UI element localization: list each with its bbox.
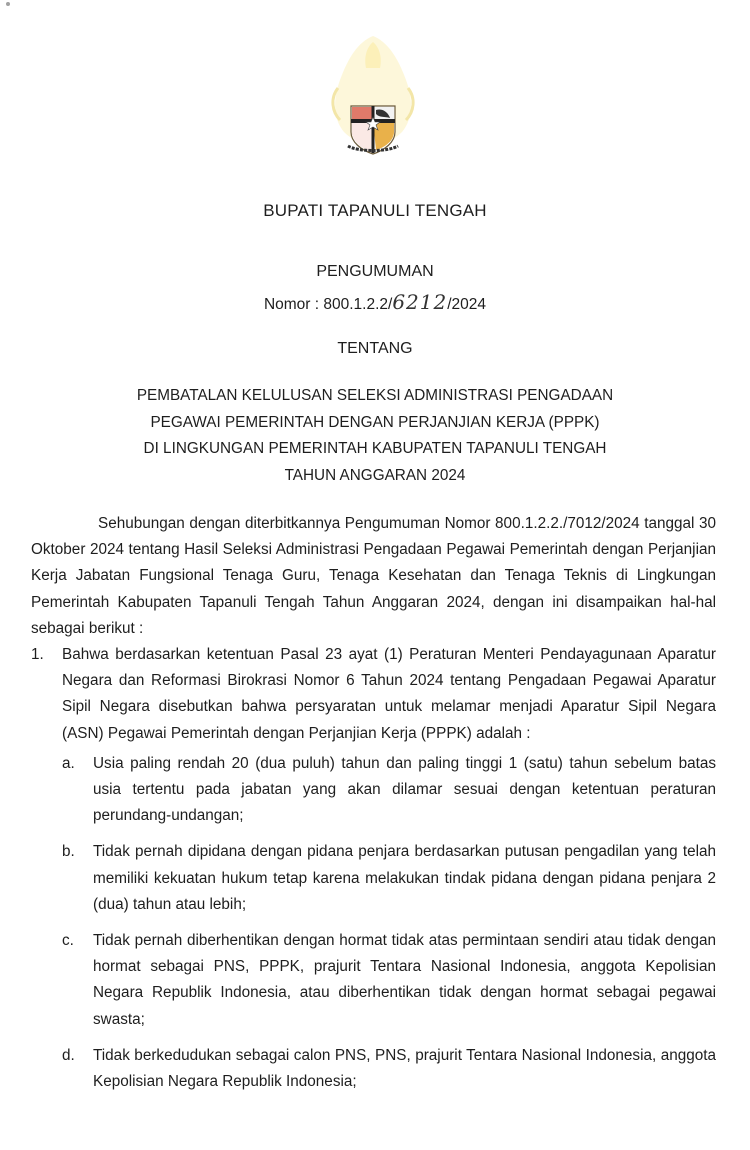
garuda-emblem-icon [318, 28, 428, 156]
intro-text: Sehubungan dengan diterbitkannya Pengumuman Nomor 800.1.2.2./7012/2024 tanggal 30 Oktober 2024 tentang Hasil Seleksi Administrasi Pengadaan Pegawai Pemerintah dengan Perjanjian Kerja Jabatan Fungsional Tenaga Guru, Tenaga Kesehatan dan Tenaga Teknis di Lingkungan Pemerintah Kabupaten Tapanuli Tengah Tahun Anggaran 2024, dengan ini disampaikan hal-hal sebagai berikut : [31, 515, 716, 637]
intro-paragraph [31, 511, 716, 642]
subpoint-letter: a. [62, 754, 75, 772]
point-item [31, 642, 716, 1095]
issuer-title: BUPATI TAPANULI TENGAH [263, 201, 487, 220]
subpoint-letter: c. [62, 932, 74, 950]
subject-line: TAHUN ANGGARAN 2024 [284, 466, 466, 484]
subpoint-text: Tidak pernah dipidana dengan pidana penjara berdasarkan putusan pengadilan yang telah memiliki kekuatan hukum tetap karena melakukan tindak pidana dengan pidana penjara 2 (dua) tahun atau lebih; [93, 843, 716, 913]
subpoint-text: Tidak pernah diberhentikan dengan hormat tidak atas permintaan sendiri atau tidak dengan hormat sebagai PNS, PPPK, prajurit Tentara Nasional Indonesia, anggota Kepolisian Negara Republik Indonesia, atau diberhentikan tidak dengan hormat sebagai pegawai swasta; [93, 932, 716, 1028]
points-list [31, 642, 716, 1095]
subpoint-item [62, 839, 716, 918]
subpoint-item [62, 928, 716, 1033]
document-number-suffix: /2024 [447, 296, 487, 313]
subject-line: DI LINGKUNGAN PEMERINTAH KABUPATEN TAPANULI TENGAH [143, 440, 607, 457]
subpoint-item [62, 1043, 716, 1095]
subject-line: PEMBATALAN KELULUSAN SELEKSI ADMINISTRASI PENGADAAN [136, 387, 614, 404]
subject-heading [0, 383, 750, 489]
subpoint-text: Tidak berkedudukan sebagai calon PNS, PNS, prajurit Tentara Nasional Indonesia, anggota Kepolisian Negara Republik Indonesia; [93, 1046, 716, 1091]
subpoint-item [62, 751, 716, 830]
subpoint-letter: d. [62, 1046, 75, 1064]
document-number [0, 290, 750, 314]
point-text: Bahwa berdasarkan ketentuan Pasal 23 ayat (1) Peraturan Menteri Pendayagunaan Aparatur Negara dan Reformasi Birokrasi Nomor 6 Tahun 2024 tentang Pengadaan Pegawai Aparatur Sipil Negara disebutkan bahwa persyaratan untuk melamar menjadi Aparatur Sipil Negara (ASN) Pegawai Pemerintah dengan Perjanjian Kerja (PPPK) adalah : [62, 646, 716, 742]
point-number: 1. [31, 646, 44, 663]
document-number-handwritten: 6212 [392, 290, 448, 314]
subpoints-list [62, 751, 716, 1095]
subject-line: PEGAWAI PEMERINTAH DENGAN PERJANJIAN KERJA (PPPK) [150, 413, 600, 431]
scan-speck [6, 2, 10, 6]
document-number-prefix: Nomor : 800.1.2.2/ [263, 296, 393, 313]
document-type: PENGUMUMAN [316, 263, 434, 280]
subpoint-text: Usia paling rendah 20 (dua puluh) tahun dan paling tinggi 1 (satu) tahun sebelum batas usia tertentu pada jabatan yang akan dilamar sesuai dengan ketentuan peraturan perundang-undangan; [93, 754, 716, 825]
about-label: TENTANG [337, 340, 413, 357]
subpoint-letter: b. [62, 843, 75, 861]
